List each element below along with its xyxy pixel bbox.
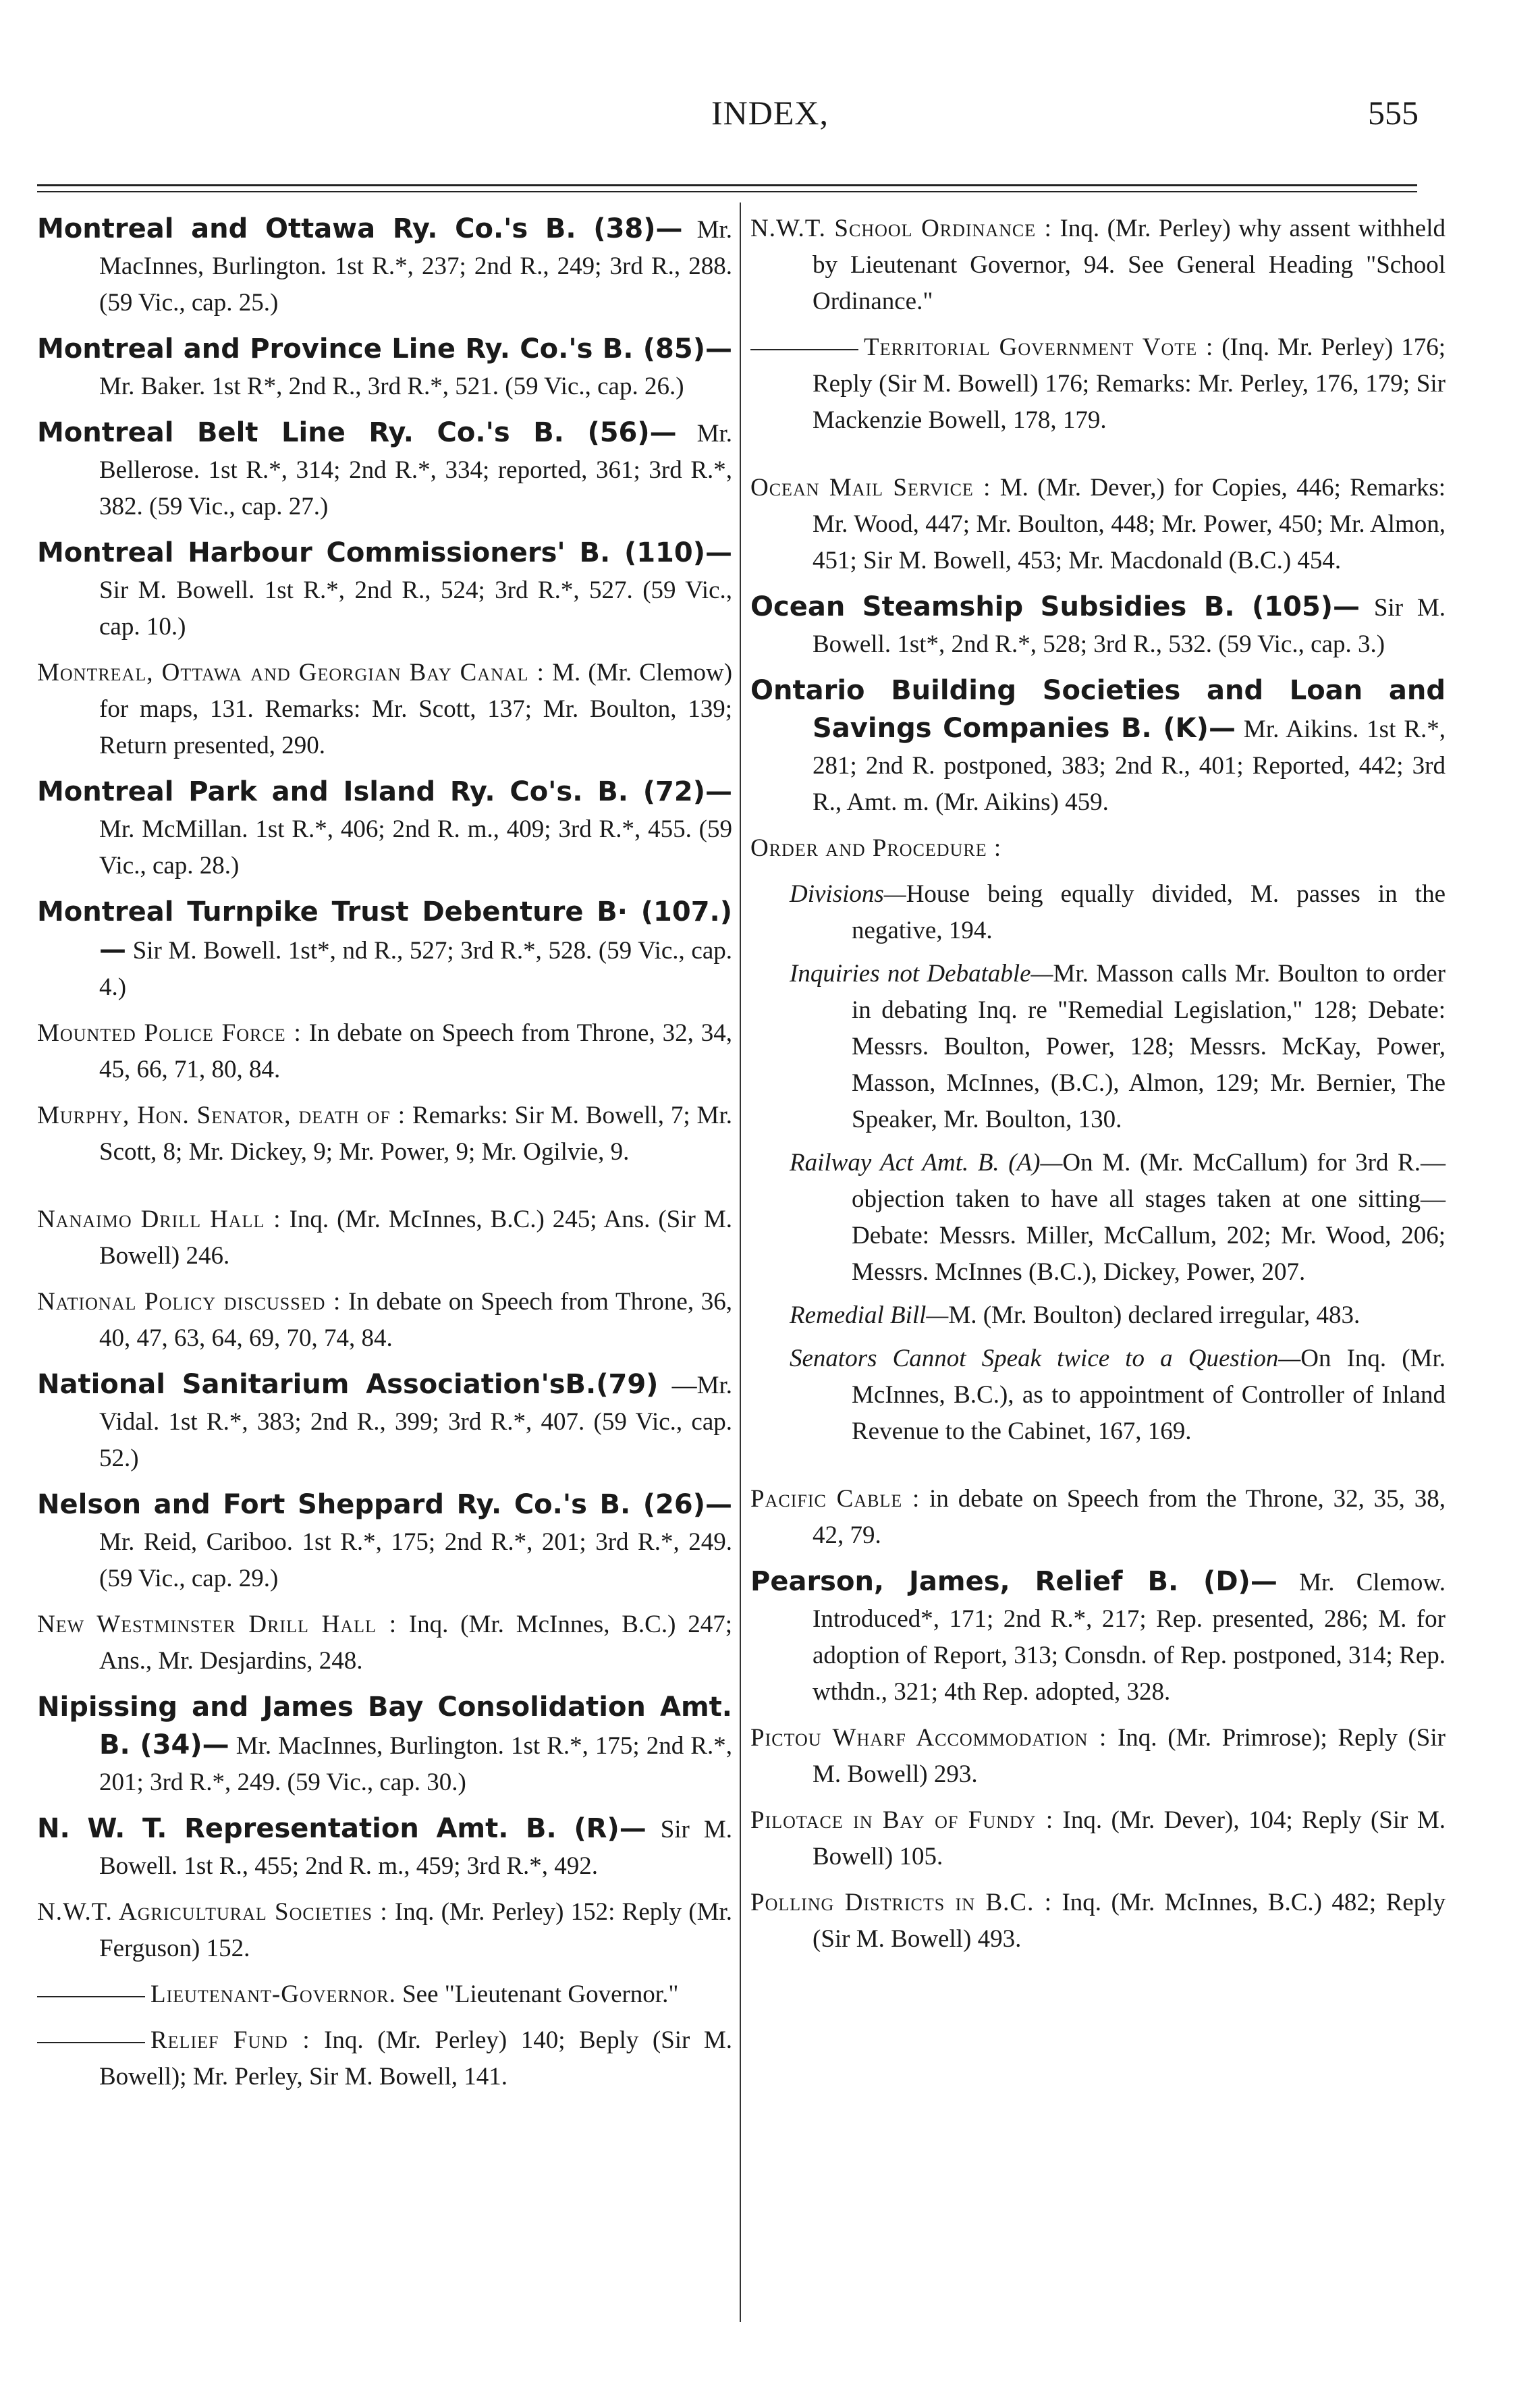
index-entry	[750, 1145, 1446, 1291]
entry-heading-smallcaps: Pilotace in Bay of Fundy :	[750, 1806, 1054, 1834]
index-entry	[37, 1689, 732, 1801]
entry-heading: Montreal Turnpike Trust Debenture B· (107.)—	[37, 896, 732, 965]
index-entry	[37, 1284, 732, 1357]
entry-heading-smallcaps: Murphy, Hon. Senator, death of :	[37, 1102, 406, 1129]
entry-heading: National Sanitarium Association'sB.(79)	[37, 1369, 659, 1400]
index-entry	[750, 1720, 1446, 1793]
column-divider	[740, 203, 741, 2322]
entry-heading-smallcaps: N.W.T. Agricultural Societies :	[37, 1898, 388, 1926]
entry-heading: Ocean Steamship Subsidies B. (105)—	[750, 591, 1360, 622]
entry-heading: Montreal Harbour Commissioners' B. (110)—	[37, 537, 732, 568]
entry-body: Inq. (Mr. Dever), 104; Reply (Sir M. Bowell) 105.	[813, 1806, 1446, 1870]
index-entry	[37, 1976, 732, 2013]
entry-body: Mr. McMillan. 1st R.*, 406; 2nd R. m., 409; 3rd R.*, 455. (59 Vic., cap. 28.)	[99, 815, 732, 880]
entry-body: Mr. MacInnes, Burlington. 1st R.*, 175; 2nd R.*, 201; 3rd R.*, 249. (59 Vic., cap. 30.)	[99, 1732, 732, 1796]
entry-heading: Montreal and Province Line Ry. Co.'s B. (85)—	[37, 333, 732, 365]
entry-body: Mr. Baker. 1st R*, 2nd R., 3rd R.*, 521. (59 Vic., cap. 26.)	[99, 373, 684, 400]
entry-heading: Montreal Park and Island Ry. Co's. B. (72)—	[37, 776, 732, 807]
entry-body: Sir M. Bowell. 1st*, 2nd R.*, 528; 3rd R., 532. (59 Vic., cap. 3.)	[813, 594, 1446, 658]
entry-body: Sir M. Bowell. 1st R., 455; 2nd R. m., 459; 3rd R.*, 492.	[99, 1816, 732, 1880]
header-rule	[37, 184, 1417, 186]
entry-body: Inq. (Mr. Perley) 152: Reply (Mr. Ferguson) 152.	[99, 1898, 732, 1962]
entry-body: Inq. (Mr. McInnes, B.C.) 245; Ans. (Sir M. Bowell) 246.	[99, 1206, 732, 1270]
entry-heading: Ontario Building Societies and Loan and Savings Companies B. (K)—	[750, 675, 1446, 744]
ditto-dash	[37, 1996, 145, 1997]
index-entry	[37, 1015, 732, 1088]
entry-heading: Montreal and Ottawa Ry. Co.'s B. (38)—	[37, 213, 683, 244]
entry-heading-smallcaps: Ocean Mail Service :	[750, 474, 991, 502]
entry-body: Mr. Reid, Cariboo. 1st R.*, 175; 2nd R.*, 201; 3rd R.*, 249. (59 Vic., cap. 29.)	[99, 1528, 732, 1592]
page-title: INDEX,	[711, 94, 829, 132]
right-column	[750, 211, 1446, 1967]
entry-heading-smallcaps: Pictou Wharf Accommodation :	[750, 1724, 1107, 1752]
entry-body: Remarks: Sir M. Bowell, 7; Mr. Scott, 8; Mr. Dickey, 9; Mr. Power, 9; Mr. Ogilvie, 9.	[99, 1102, 732, 1166]
index-entry	[750, 1341, 1446, 1450]
index-entry	[750, 1802, 1446, 1875]
index-entry	[37, 331, 732, 405]
entry-body: On M. (Mr. McCallum) for 3rd R.—objection taken to have all stages taken at one sitting—Debate: Messrs. Miller, McCallum, 202; Mr. Wood, 206; Messrs. McInnes (B.C.), Dickey, Power, 207.	[852, 1149, 1446, 1286]
entry-body: House being equally divided, M. passes in the negative, 194.	[852, 880, 1446, 944]
subentry-heading: Senators Cannot Speak twice to a Question—	[790, 1345, 1301, 1372]
entry-heading-smallcaps: Relief Fund :	[150, 2026, 310, 2054]
entry-body: M. (Mr. Boulton) declared irregular, 483.	[948, 1301, 1360, 1329]
entry-body: Mr. Aikins. 1st R.*, 281; 2nd R. postponed, 383; 2nd R., 401; Reported, 442; 3rd R., Amt. m. (Mr. Aikins) 459.	[813, 716, 1446, 816]
entry-heading-smallcaps: Nanaimo Drill Hall :	[37, 1206, 281, 1233]
entry-heading-smallcaps: Lieutenant-Governor.	[150, 1980, 396, 2008]
entry-body: See "Lieutenant Governor."	[402, 1980, 679, 2008]
entry-body: In debate on Speech from Throne, 32, 34, 45, 66, 71, 80, 84.	[99, 1019, 733, 1083]
entry-heading: Nelson and Fort Sheppard Ry. Co.'s B. (26)—	[37, 1489, 732, 1520]
index-entry	[37, 414, 732, 525]
index-entry	[750, 589, 1446, 663]
entry-heading-smallcaps: Polling Districts in B.C. :	[750, 1889, 1053, 1916]
index-entry	[750, 1481, 1446, 1554]
subentry-heading: Railway Act Amt. B. (A)—	[790, 1149, 1063, 1177]
index-entry	[37, 211, 732, 321]
index-entry	[37, 1810, 732, 1885]
entry-heading: N. W. T. Representation Amt. B. (R)—	[37, 1813, 647, 1844]
ditto-dash	[37, 2042, 145, 2043]
entry-body: Mr. MacInnes, Burlington. 1st R.*, 237; 2nd R., 249; 3rd R., 288. (59 Vic., cap. 25.)	[99, 216, 732, 317]
index-entry	[750, 211, 1446, 320]
entry-heading-smallcaps: Montreal, Ottawa and Georgian Bay Canal :	[37, 659, 545, 686]
index-entry	[750, 329, 1446, 439]
ditto-dash	[750, 349, 858, 350]
entry-body: M. (Mr. Clemow) for maps, 131. Remarks: Mr. Scott, 137; Mr. Boulton, 139; Return presented, 290.	[99, 659, 733, 759]
index-entry	[37, 894, 732, 1006]
index-entry	[37, 535, 732, 645]
index-entry	[37, 2022, 732, 2095]
index-entry	[750, 876, 1446, 949]
index-entry	[750, 672, 1446, 821]
index-entry	[750, 1563, 1446, 1710]
entry-body: Sir M. Bowell. 1st R.*, 2nd R., 524; 3rd R.*, 527. (59 Vic., cap. 10.)	[99, 576, 732, 641]
entry-body: On Inq. (Mr. McInnes, B.C.), as to appointment of Controller of Inland Revenue to the Cabinet, 167, 169.	[852, 1345, 1446, 1445]
index-entry	[37, 1366, 732, 1477]
entry-body: Sir M. Bowell. 1st*, nd R., 527; 3rd R.*, 528. (59 Vic., cap. 4.)	[99, 937, 733, 1001]
entry-body: —Mr. Vidal. 1st R.*, 383; 2nd R., 399; 3rd R.*, 407. (59 Vic., cap. 52.)	[99, 1372, 732, 1472]
entry-heading-smallcaps: Territorial Government Vote :	[864, 333, 1214, 361]
page-header	[0, 93, 1540, 147]
index-entry	[37, 655, 732, 764]
page-number: 555	[1368, 94, 1419, 132]
entry-body: in debate on Speech from the Throne, 32, 35, 38, 42, 79.	[813, 1485, 1446, 1549]
index-entry	[37, 774, 732, 884]
index-entry	[750, 1885, 1446, 1958]
entry-heading: Montreal Belt Line Ry. Co.'s B. (56)—	[37, 417, 677, 448]
entry-heading-smallcaps: N.W.T. School Ordinance :	[750, 215, 1052, 242]
index-entry	[37, 1486, 732, 1597]
entry-body: Inq. (Mr. Perley) why assent withheld by Lieutenant Governor, 94. See General Heading "School Ordinance."	[813, 215, 1446, 315]
entry-body: Inq. (Mr. Perley) 140; Beply (Sir M. Bowell); Mr. Perley, Sir M. Bowell, 141.	[99, 2026, 733, 2091]
header-rule-thin	[37, 191, 1417, 192]
index-entry	[37, 1894, 732, 1967]
entry-body: Mr. Masson calls Mr. Boulton to order in debating Inq. re "Remedial Legislation," 128; Debate: Messrs. Boulton, Power, 128; Messrs. McKay, Power, Masson, McInnes, (B.C.), Almon, 129; Mr. Bernier, The Speaker, Mr. Boulton, 130.	[852, 960, 1446, 1133]
entry-body: M. (Mr. Dever,) for Copies, 446; Remarks: Mr. Wood, 447; Mr. Boulton, 448; Mr. Power, 450; Mr. Almon, 451; Sir M. Bowell, 453; Mr. Macdonald (B.C.) 454.	[813, 474, 1446, 574]
entry-heading-smallcaps: Pacific Cable :	[750, 1485, 920, 1513]
entry-body: Mr. Clemow. Introduced*, 171; 2nd R.*, 217; Rep. presented, 286; M. for adoption of Report, 313; Consdn. of Rep. postponed, 314; Rep. wthdn., 321; 4th Rep. adopted, 328.	[813, 1569, 1446, 1706]
index-entry	[37, 1202, 732, 1274]
entry-heading-smallcaps: Mounted Police Force :	[37, 1019, 302, 1047]
entry-body: Inq. (Mr. McInnes, B.C.) 247; Ans., Mr. Desjardins, 248.	[99, 1611, 733, 1675]
entry-heading: Pearson, James, Relief B. (D)—	[750, 1566, 1277, 1597]
entry-heading-smallcaps: National Policy discussed :	[37, 1288, 341, 1316]
entry-body: Inq. (Mr. Primrose); Reply (Sir M. Bowell) 293.	[813, 1724, 1446, 1788]
entry-heading: Nipissing and James Bay Consolidation Amt. B. (34)—	[37, 1692, 732, 1760]
entry-body: Inq. (Mr. McInnes, B.C.) 482; Reply (Sir M. Bowell) 493.	[813, 1889, 1446, 1953]
entry-heading-smallcaps: Order and Procedure :	[750, 834, 1002, 862]
index-entry	[750, 470, 1446, 579]
index-entry	[37, 1607, 732, 1679]
subentry-heading: Inquiries not Debatable—	[790, 960, 1053, 988]
subentry-heading: Remedial Bill—	[790, 1301, 949, 1329]
index-entry	[37, 1098, 732, 1170]
entry-body: Mr. Bellerose. 1st R.*, 314; 2nd R.*, 334; reported, 361; 3rd R.*, 382. (59 Vic., cap. 27.)	[99, 420, 732, 520]
index-entry	[750, 956, 1446, 1138]
entry-heading-smallcaps: New Westminster Drill Hall :	[37, 1611, 397, 1638]
entry-body: (Inq. Mr. Perley) 176; Reply (Sir M. Bowell) 176; Remarks: Mr. Perley, 176, 179; Sir Mackenzie Bowell, 178, 179.	[813, 333, 1446, 434]
left-column	[37, 211, 732, 2105]
index-entry	[750, 830, 1446, 867]
subentry-heading: Divisions—	[790, 880, 906, 908]
index-entry	[750, 1297, 1446, 1334]
entry-body: In debate on Speech from Throne, 36, 40, 47, 63, 64, 69, 70, 74, 84.	[99, 1288, 733, 1352]
